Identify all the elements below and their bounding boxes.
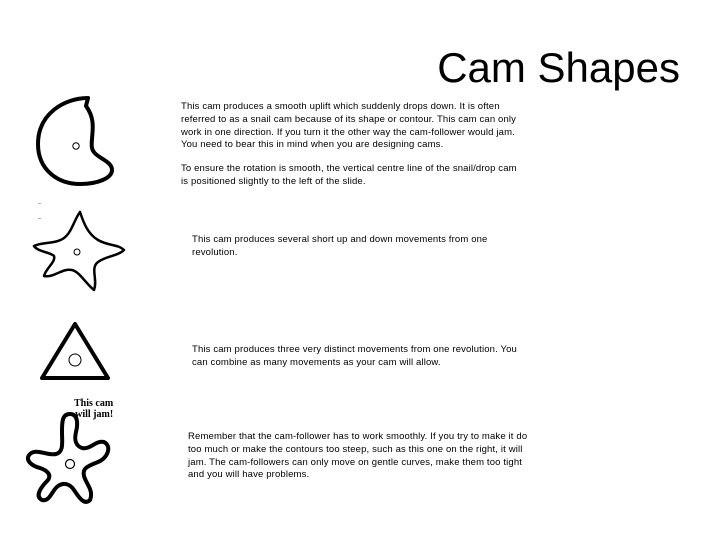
four-lobe-cam-description: This cam produces several short up and down movements from one revolution. — [192, 234, 488, 258]
jamming-cam-icon — [20, 402, 120, 522]
snail-cam-description: This cam produces a smooth uplift which suddenly drops down. It is often referred to as a snail cam because of its shape or contour. This cam can only work in one direction. If you turn it the other way the cam-follower would jam. You need to bear this in mind when you are designing cams. — [181, 101, 517, 151]
jam-warning-label: This cam will jam! — [74, 398, 114, 420]
slide-title: Cam Shapes — [437, 44, 680, 91]
jam-cam-description: Remember that the cam-follower has to work smoothly. If you try to make it do too much or make the contours too steep, such as this one on the right, it will jam. The cam-followers can only move on gentle curves, make them too tight and you will have problems. — [188, 431, 528, 481]
edge-mark — [38, 203, 41, 204]
triangle-cam-description: This cam produces three very distinct movements from one revolution. You can combine as many movements as your cam will allow. — [192, 344, 517, 368]
snail-cam-icon — [28, 92, 124, 192]
triangle-cam-icon — [36, 318, 114, 384]
four-lobe-cam-icon — [28, 206, 128, 296]
snail-cam-note: To ensure the rotation is smooth, the vertical centre line of the snail/drop cam is positioned slightly to the left of the slide. — [181, 163, 517, 187]
